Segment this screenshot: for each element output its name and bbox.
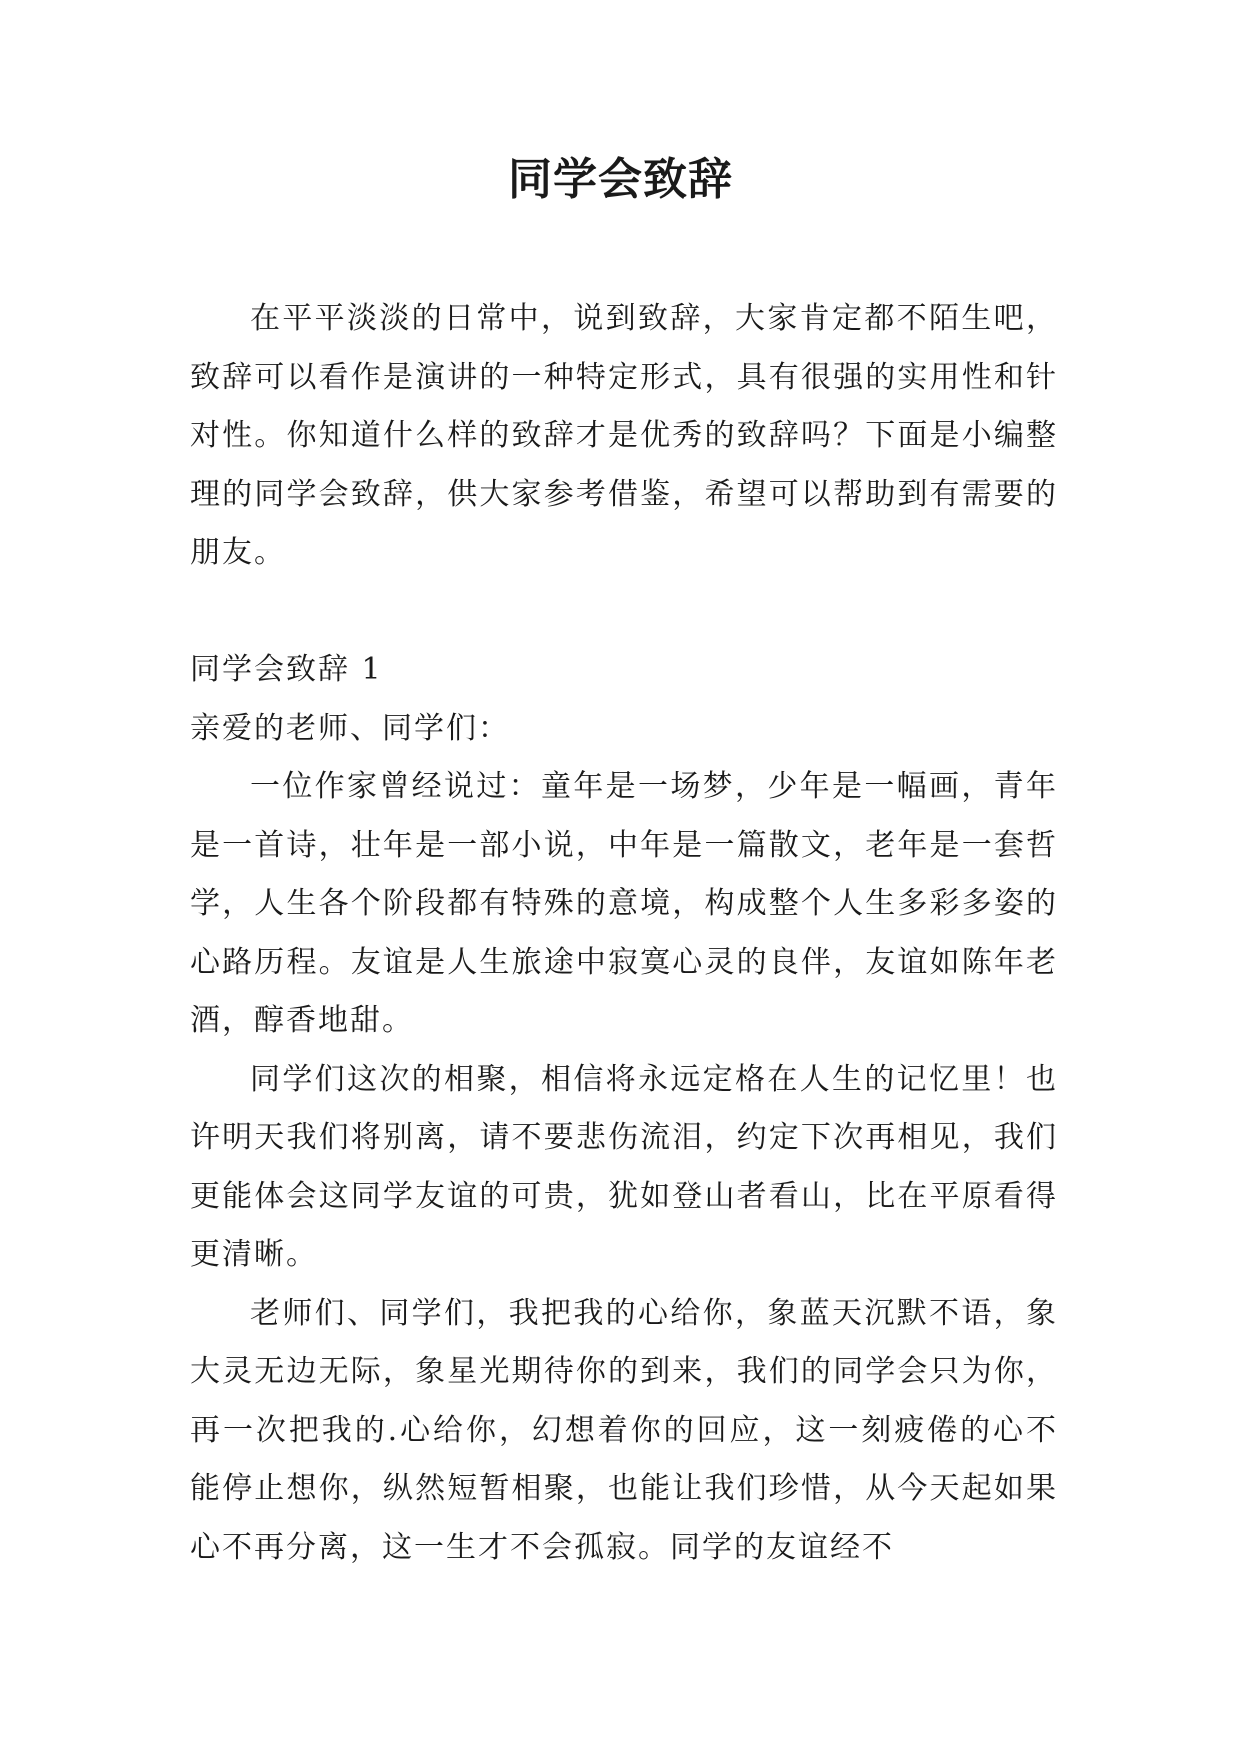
intro-paragraph: 在平平淡淡的日常中，说到致辞，大家肯定都不陌生吧，致辞可以看作是演讲的一种特定形式，具有很强的实用性和针对性。你知道什么样的致辞才是优秀的致辞吗？下面是小编整理的同学会致辞，供大家参考借鉴，希望可以帮助到有需要的朋友。 (190, 301, 1058, 570)
body-paragraph: 老师们、同学们，我把我的心给你，象蓝天沉默不语，象大灵无边无际，象星光期待你的到来，我们的同学会只为你，再一次把我的.心给你，幻想着你的回应，这一刻疲倦的心不能停止想你，纵然短暂相聚，也能让我们珍惜，从今天起如果心不再分离，这一生才不会孤寂。同学的友谊经不 (190, 1295, 1058, 1565)
document-title: 同学会致辞 (508, 154, 733, 205)
section-heading: 同学会致辞 1 (190, 652, 383, 687)
body-paragraph: 一位作家曾经说过：童年是一场梦，少年是一幅画，青年是一首诗，壮年是一部小说，中年是一篇散文，老年是一套哲学，人生各个阶段都有特殊的意境，构成整个人生多彩多姿的心路历程。友谊是人生旅途中寂寞心灵的良伴，友谊如陈年老酒，醇香地甜。 (190, 769, 1058, 1038)
body-paragraph: 同学们这次的相聚，相信将永远定格在人生的记忆里！也许明天我们将别离，请不要悲伤流泪，约定下次再相见，我们更能体会这同学友谊的可贵，犹如登山者看山，比在平原看得更清晰。 (190, 1061, 1058, 1272)
paragraph-spacer (190, 583, 1058, 642)
salutation: 亲爱的老师、同学们： (190, 710, 510, 746)
document-body (190, 290, 1058, 1577)
